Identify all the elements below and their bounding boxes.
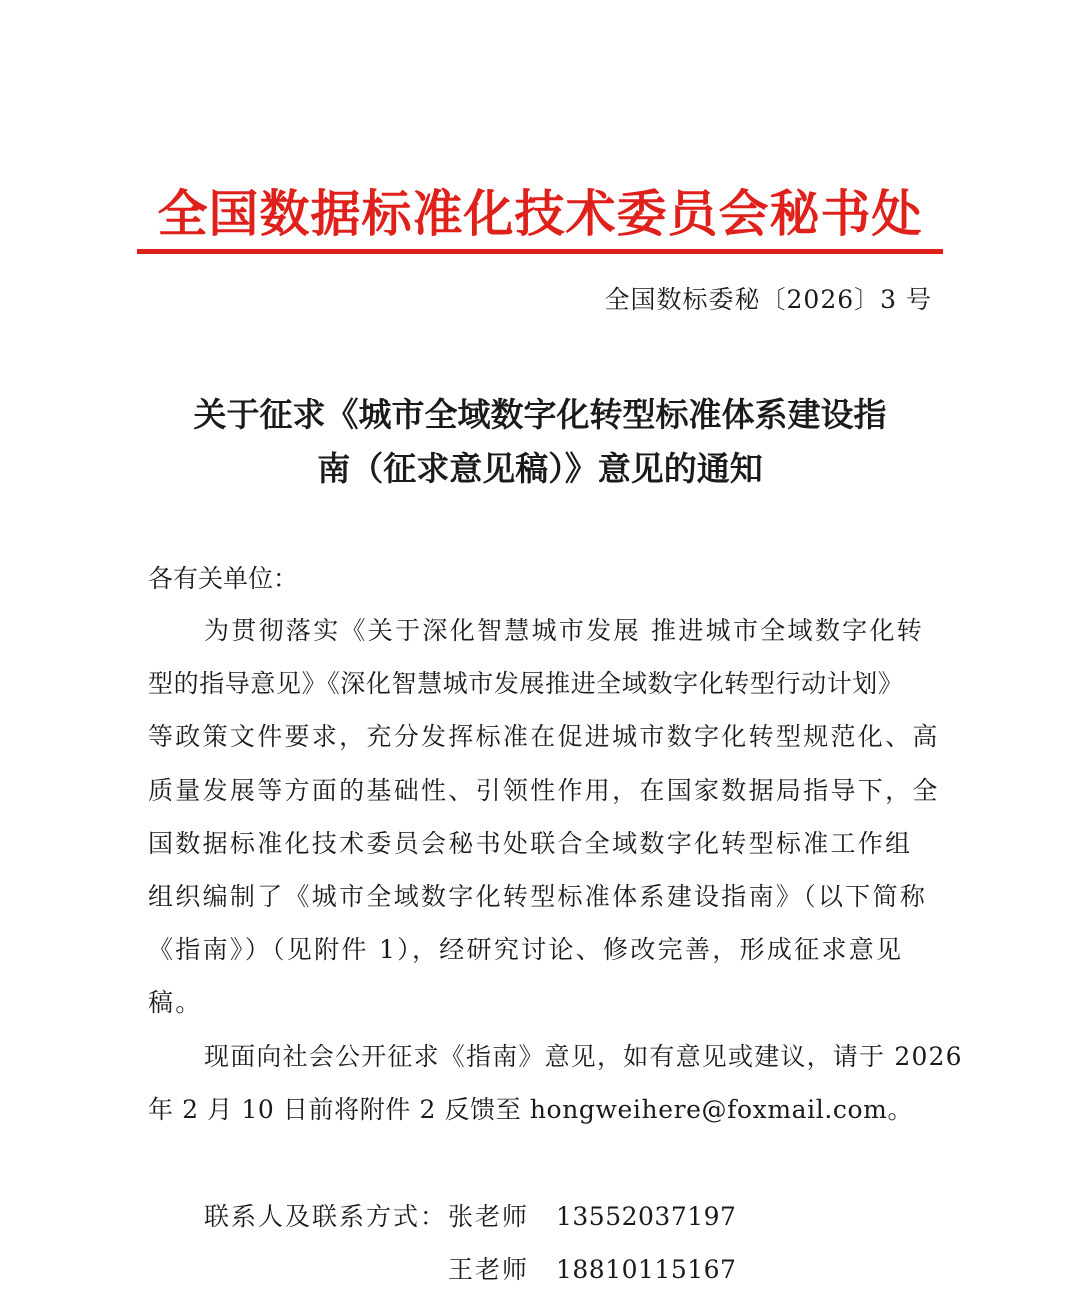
paragraph-line: 年 2 月 10 日前将附件 2 反馈至 hongweihere@foxmail.com。 [148, 1095, 914, 1125]
paragraph-2 [148, 1030, 963, 1136]
paragraph-line: 稿。 [148, 988, 203, 1018]
contact-name: 张老师 [448, 1202, 530, 1231]
paragraph-1 [148, 604, 940, 1030]
paragraph-line: 国数据标准化技术委员会秘书处联合全域数字化转型标准工作组 [148, 828, 913, 858]
salutation: 各有关单位： [148, 564, 299, 593]
document-title-line-1: 关于征求《城市全域数字化转型标准体系建设指 [193, 395, 887, 434]
paragraph-line: 为贯彻落实《关于深化智慧城市发展 推进城市全域数字化转 [204, 616, 925, 645]
paragraph-line: 组织编制了《城市全域数字化转型标准体系建设指南》（以下简称 [148, 882, 928, 912]
org-letterhead: 全国数据标准化技术委员会秘书处 [157, 185, 923, 243]
contact-phone: 18810115167 [556, 1255, 737, 1284]
paragraph-line: 《指南》）（见附件 1），经研究讨论、修改完善，形成征求意见 [148, 935, 904, 965]
contact-phone: 13552037197 [556, 1202, 737, 1231]
contact-name: 王老师 [448, 1255, 530, 1284]
document-title-line-2: 南（征求意见稿）》意见的通知 [317, 449, 763, 488]
letterhead-red-rule [137, 249, 943, 254]
paragraph-line: 型的指导意见》《深化智慧城市发展推进全域数字化转型行动计划》 [148, 669, 904, 699]
paragraph-line: 等政策文件要求，充分发挥标准在促进城市数字化转型规范化、高 [148, 722, 940, 752]
document-number: 全国数标委秘〔2026〕3 号 [604, 285, 932, 314]
paragraph-line: 现面向社会公开征求《指南》意见，如有意见或建议，请于 2026 [204, 1042, 963, 1071]
contact-label: 联系人及联系方式： [204, 1202, 448, 1231]
document-title [148, 388, 932, 496]
paragraph-line: 质量发展等方面的基础性、引领性作用，在国家数据局指导下，全 [148, 775, 940, 805]
